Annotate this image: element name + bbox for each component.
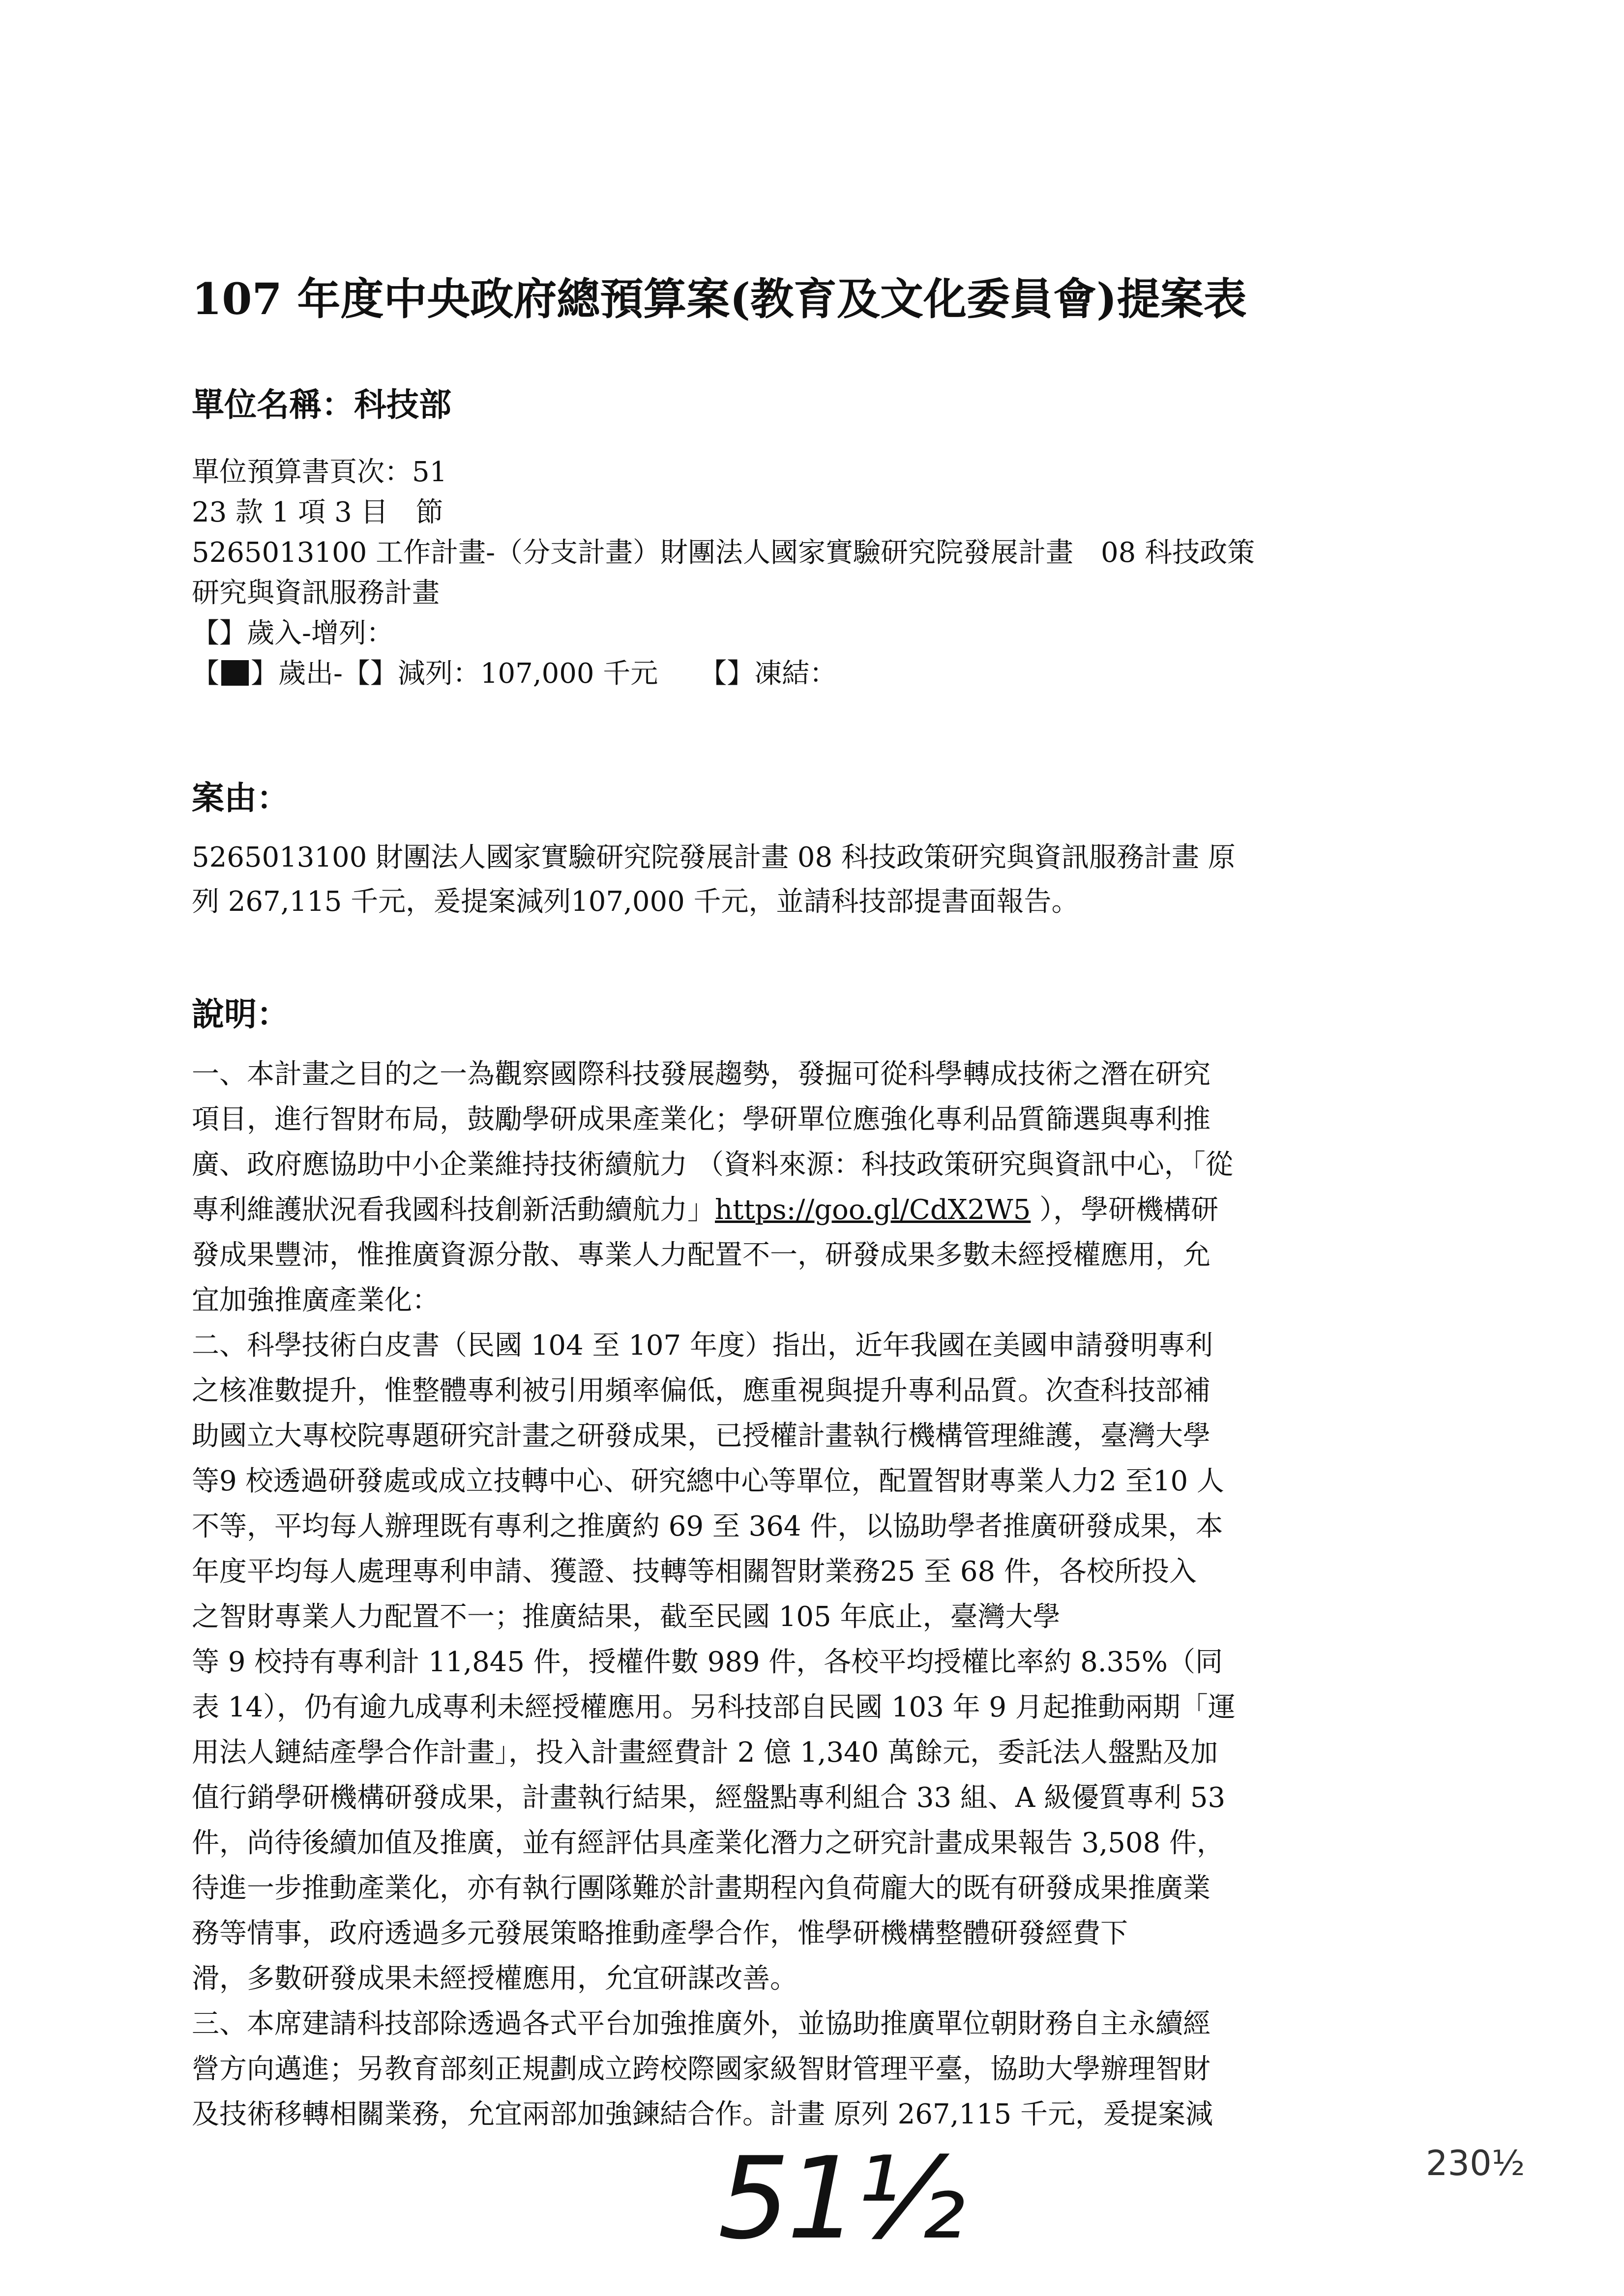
- explanation-line: 等9 校透過研發處或成立技轉中心、研究總中心等單位，配置智財專業人力2 至10 人: [192, 1465, 1224, 1497]
- expenditure-text: 】歲出-【】減列：107,000 千元 【】凍結：: [251, 658, 837, 690]
- explanation-line: 之智財專業人力配置不一；推廣結果，截至民國 105 年底止，臺灣大學: [192, 1601, 1061, 1633]
- source-link[interactable]: https://goo.gl/CdX2W5: [715, 1194, 1031, 1226]
- explanation-line: 待進一步推動產業化，亦有執行團隊難於計畫期程內負荷龐大的既有研發成果推廣業: [192, 1872, 1211, 1904]
- explanation-line: 表 14），仍有逾九成專利未經授權應用。另科技部自民國 103 年 9 月起推動兩期「運: [192, 1691, 1236, 1723]
- reason-body: [192, 836, 1436, 924]
- document-title: 107 年度中央政府總預算案(教育及文化委員會)提案表: [192, 273, 1247, 324]
- explanation-line: 營方向邁進；另教育部刻正規劃成立跨校際國家級智財管理平臺，協助大學辦理智財: [192, 2053, 1211, 2085]
- budget-meta: [192, 452, 1450, 694]
- handwritten-side-note: 230½: [1426, 2143, 1525, 2183]
- reason-line: 5265013100 財團法人國家實驗研究院發展計畫 08 科技政策研究與資訊服務計畫 原: [192, 842, 1236, 873]
- explanation-line: 滑，多數研發成果未經授權應用，允宜研謀改善。: [192, 1963, 797, 1995]
- explanation-line: 發成果豐沛，惟推廣資源分散、專業人力配置不一，研發成果多數未經授權應用，允: [192, 1239, 1211, 1271]
- checked-box-icon: [221, 660, 249, 686]
- explanation-body: [192, 1052, 1450, 2137]
- reason-heading: 案由：: [192, 779, 289, 817]
- explanation-line: 項目，進行智財布局，鼓勵學研成果產業化；學研單位應強化專利品質篩選與專利推: [192, 1104, 1211, 1135]
- explanation-line: 助國立大專校院專題研究計畫之研發成果，已授權計畫執行機構管理維護，臺灣大學: [192, 1420, 1211, 1452]
- explanation-line: 宜加強推廣產業化：: [192, 1284, 440, 1316]
- explanation-link-line: [192, 1188, 1450, 1233]
- explanation-line: 年度平均每人處理專利申請、獲證、技轉等相關智財業務25 至 68 件，各校所投入: [192, 1556, 1197, 1588]
- unit-name: 單位名稱：科技部: [192, 385, 451, 424]
- explanation-line: 廣、政府應協助中小企業維持技術續航力 （資料來源：科技政策研究與資訊中心，「從: [192, 1149, 1233, 1181]
- explanation-line: 等 9 校持有專利計 11,845 件，授權件數 989 件，各校平均授權比率約 8.35%（同: [192, 1646, 1223, 1678]
- explanation-line: 三、本席建請科技部除透過各式平台加強推廣外，並協助推廣單位朝財務自主永續經: [192, 2008, 1211, 2040]
- work-plan-line-2: 研究與資訊服務計畫: [192, 577, 440, 609]
- explanation-line: 及技術移轉相關業務，允宜兩部加強鍊結合作。計畫 原列 267,115 千元，爰提案減: [192, 2098, 1213, 2130]
- expenditure-open-bracket: 【: [192, 658, 219, 690]
- explanation-line: 之核准數提升，惟整體專利被引用頻率偏低，應重視與提升專利品質。次查科技部補: [192, 1375, 1211, 1407]
- reason-line: 列 267,115 千元，爰提案減列107,000 千元，並請科技部提書面報告。: [192, 886, 1079, 918]
- explanation-line: 件，尚待後續加值及推廣，並有經評估具產業化潛力之研究計畫成果報告 3,508 件，: [192, 1827, 1224, 1859]
- explanation-line: 一、本計畫之目的之一為觀察國際科技發展趨勢，發掘可從科學轉成技術之潛在研究: [192, 1058, 1211, 1090]
- explanation-line: 務等情事，政府透過多元發展策略推動產學合作，惟學研機構整體研發經費下: [192, 1918, 1128, 1949]
- explanation-line: 二、科學技術白皮書（民國 104 至 107 年度）指出，近年我國在美國申請發明專利: [192, 1330, 1213, 1362]
- explanation-line: 值行銷學研機構研發成果，計畫執行結果，經盤點專利組合 33 組、A 級優質專利 53: [192, 1782, 1226, 1814]
- explanation-heading: 說明：: [192, 995, 289, 1033]
- explanation-line: 用法人鏈結產學合作計畫」，投入計畫經費計 2 億 1,340 萬餘元，委託法人盤點及加: [192, 1737, 1218, 1769]
- revenue-line: 【】歲入-增列：: [192, 617, 394, 649]
- budget-item-line: 23 款 1 項 3 目 節: [192, 496, 443, 528]
- expenditure-line: [192, 654, 1450, 694]
- link-suffix: ），學研機構研: [1031, 1194, 1219, 1226]
- handwritten-page-number: 51½: [718, 2133, 963, 2265]
- work-plan-line: 5265013100 工作計畫-（分支計畫）財團法人國家實驗研究院發展計畫 08 科技政策: [192, 537, 1255, 569]
- link-prefix: 專利維護狀況看我國科技創新活動續航力」: [192, 1194, 715, 1226]
- explanation-line: 不等，平均每人辦理既有專利之推廣約 69 至 364 件，以協助學者推廣研發成果，本: [192, 1511, 1223, 1542]
- budget-page-line: 單位預算書頁次：51: [192, 456, 447, 488]
